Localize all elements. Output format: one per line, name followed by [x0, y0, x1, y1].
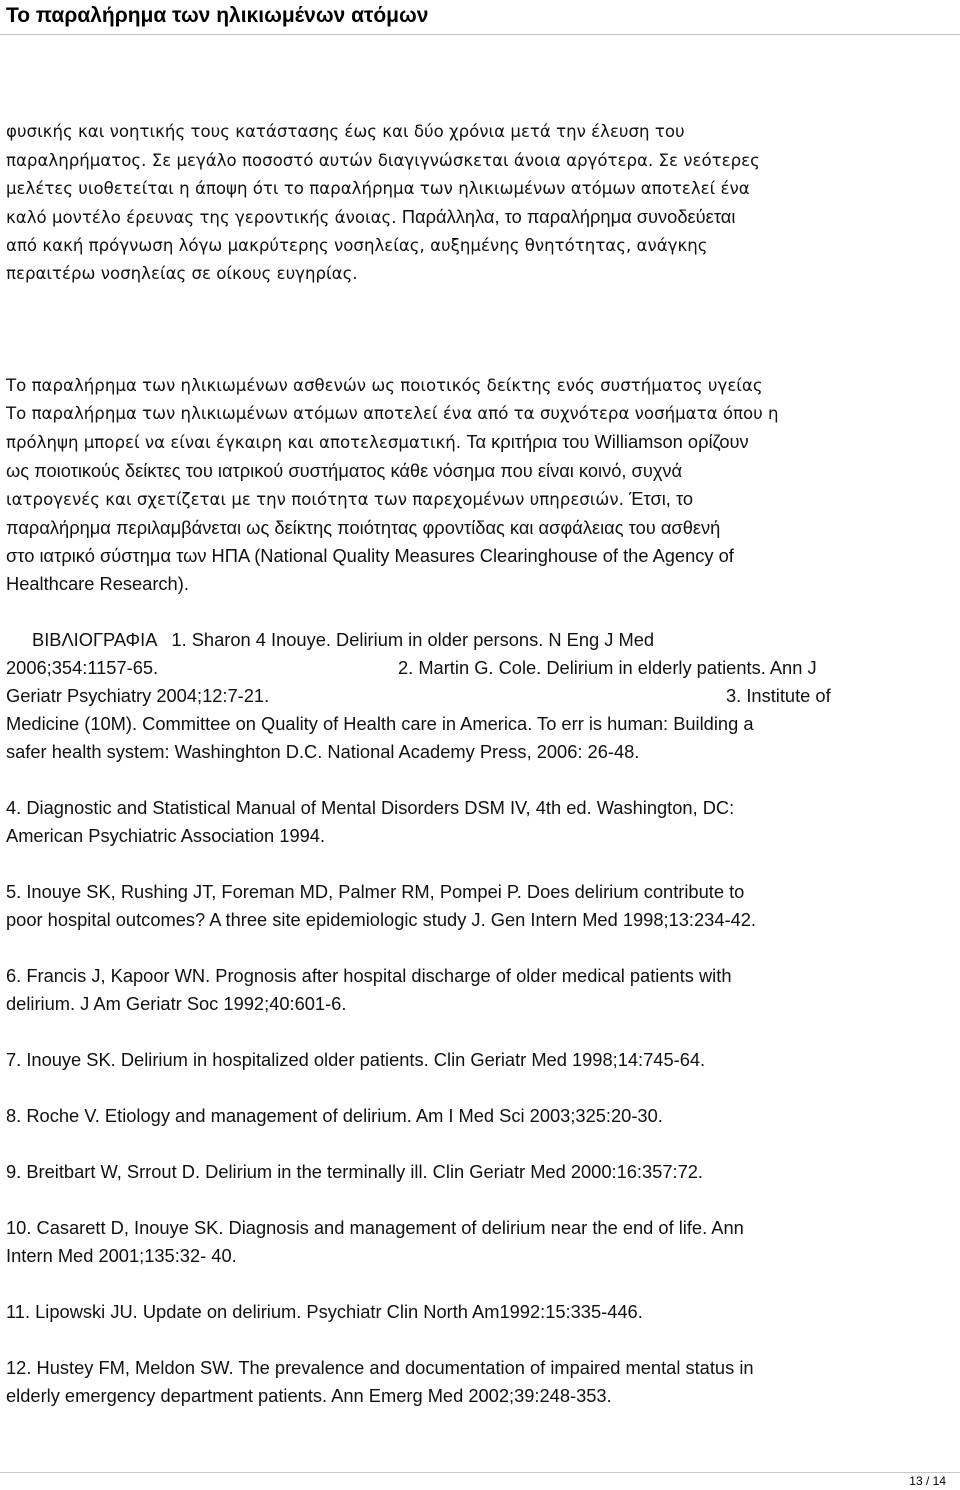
reference-text: 4. Diagnostic and Statistical Manual of Mental Disorders DSM IV, 4th ed. Washington, DC: [6, 797, 735, 818]
bibliography-heading: ΒΙΒΛΙΟΓΡΑΦΙΑ [32, 629, 158, 650]
bibliography-line [6, 654, 956, 682]
text-line [6, 485, 956, 514]
bibliography-line [6, 682, 956, 710]
bibliography-line [6, 738, 956, 766]
reference-text: 10. Casarett D, Inouye SK. Diagnosis and management of delirium near the end of life. Ann [6, 1217, 744, 1238]
text-span: Παράλληλα, το παραλήρημα συνοδεύεται [401, 206, 736, 227]
reference-item [6, 1102, 956, 1130]
text-span: παραληρήματος. Σε μεγάλο ποσοστό αυτών διαγιγνώσκεται άνοια αργότερα. Σε νεότερες [6, 151, 760, 170]
reference-text: American Psychiatric Association 1994. [6, 825, 326, 846]
text-span: Healthcare Research). [6, 573, 189, 594]
text-line [6, 175, 956, 203]
paragraph-delirium-prognosis [6, 118, 956, 288]
footer-divider [0, 1472, 960, 1473]
paragraph-quality-indicator [6, 372, 956, 598]
reference-text: 11. Lipowski JU. Update on delirium. Psychiatr Clin North Am1992:15:335-446. [6, 1301, 643, 1322]
page-header [0, 0, 960, 40]
text-span: μελέτες υιοθετείται η άποψη ότι το παραλήρημα των ηλικιωμένων ατόμων αποτελεί ένα [6, 179, 750, 198]
reference-text: 1. Sharon 4 Inouye. Delirium in older persons. N Eng J Med [171, 629, 655, 650]
text-line [6, 570, 956, 598]
text-span: παραλήρημα περιλαμβάνεται ως δείκτης ποιότητας φροντίδας και ασφάλειας του ασθενή [6, 517, 721, 538]
reference-text: 3. Institute of [726, 685, 831, 706]
text-line [6, 400, 956, 428]
text-line [6, 428, 956, 457]
reference-text: 6. Francis J, Kapoor WN. Prognosis after hospital discharge of older medical patients with [6, 965, 732, 986]
text-line [6, 118, 956, 146]
reference-item [6, 962, 956, 1018]
reference-text: 5. Inouye SK, Rushing JT, Foreman MD, Palmer RM, Pompei P. Does delirium contribute to [6, 881, 745, 902]
section-heading-line [6, 372, 956, 400]
paragraph-gap [6, 598, 956, 626]
page-number: 13 / 14 [909, 1474, 946, 1488]
text-span: Έτσι, το [629, 488, 694, 509]
text-line [6, 514, 956, 542]
reference-item [6, 794, 956, 850]
text-span: Το παραλήρημα των ηλικιωμένων ασθενών ως ποιοτικός δείκτης ενός συστήματος υγείας [6, 376, 763, 395]
text-span: στο ιατρικό σύστημα των ΗΠΑ (National Quality Measures Clearinghouse of the Agency of [6, 545, 734, 566]
text-line [6, 203, 956, 232]
reference-text: 12. Hustey FM, Meldon SW. The prevalence and documentation of impaired mental status in [6, 1357, 754, 1378]
text-line [6, 146, 956, 175]
text-line [6, 232, 956, 260]
reference-text: Geriatr Psychiatry 2004;12:7-21. [6, 685, 270, 706]
paragraph-gap [6, 288, 956, 372]
reference-text: safer health system: Washinghton D.C. National Academy Press, 2006: 26-48. [6, 741, 640, 762]
text-line [6, 457, 956, 485]
text-span: Το παραλήρημα των ηλικιωμένων ατόμων αποτελεί ένα από τα συχνότερα νοσήματα όπου η [6, 404, 779, 423]
reference-text: poor hospital outcomes? A three site epidemiologic study J. Gen Intern Med 1998;13:234-42. [6, 909, 756, 930]
document-body [6, 118, 956, 1438]
text-line [6, 260, 956, 288]
reference-item [6, 1214, 956, 1270]
text-span: ως ποιοτικούς δείκτες του ιατρικού συστήματος κάθε νόσημα που είναι κοινό, συχνά [6, 460, 683, 481]
reference-text: 2006;354:1157-65. [6, 657, 159, 678]
reference-text: 9. Breitbart W, Srrout D. Delirium in the terminally ill. Clin Geriatr Med 2000:16:357:72. [6, 1161, 703, 1182]
reference-text: 8. Roche V. Etiology and management of delirium. Am I Med Sci 2003;325:20-30. [6, 1105, 663, 1126]
reference-item [6, 878, 956, 934]
text-span: ιατρογενές και σχετίζεται με την ποιότητα των παρεχομένων υπηρεσιών. [6, 490, 630, 509]
reference-text: Medicine (10M). Committee on Quality of Health care in America. To err is human: Building a [6, 713, 754, 734]
page-footer [0, 1472, 960, 1490]
text-span: καλό μοντέλο έρευνας της γεροντικής άνοιας. [6, 208, 402, 227]
reference-text: Intern Med 2001;135:32- 40. [6, 1245, 237, 1266]
reference-item [6, 1046, 956, 1074]
text-span: πρόληψη μπορεί να είναι έγκαιρη και αποτελεσματική. [6, 433, 467, 452]
document-title: Το παραλήρημα των ηλικιωμένων ατόμων [6, 4, 429, 27]
text-line [6, 542, 956, 570]
reference-item [6, 1298, 956, 1326]
bibliography-line [6, 626, 956, 654]
reference-text: delirium. J Am Geriatr Soc 1992;40:601-6. [6, 993, 347, 1014]
reference-item [6, 1158, 956, 1186]
text-span: φυσικής και νοητικής τους κατάστασης έως και δύο χρόνια μετά την έλευση του [6, 122, 685, 141]
header-divider [0, 34, 960, 35]
text-span: Τα κριτήρια του Williamson ορίζουν [466, 431, 749, 452]
reference-text: 7. Inouye SK. Delirium in hospitalized older patients. Clin Geriatr Med 1998;14:745-64. [6, 1049, 706, 1070]
bibliography [6, 626, 956, 1410]
reference-text: elderly emergency department patients. Ann Emerg Med 2002;39:248-353. [6, 1385, 612, 1406]
bibliography-line [6, 710, 956, 738]
reference-text: 2. Martin G. Cole. Delirium in elderly patients. Ann J [398, 657, 817, 678]
text-span: από κακή πρόγνωση λόγω μακρύτερης νοσηλείας, αυξημένης θνητότητας, ανάγκης [6, 236, 708, 255]
text-span: περαιτέρω νοσηλείας σε οίκους ευγηρίας. [6, 264, 358, 283]
reference-item [6, 1354, 956, 1410]
